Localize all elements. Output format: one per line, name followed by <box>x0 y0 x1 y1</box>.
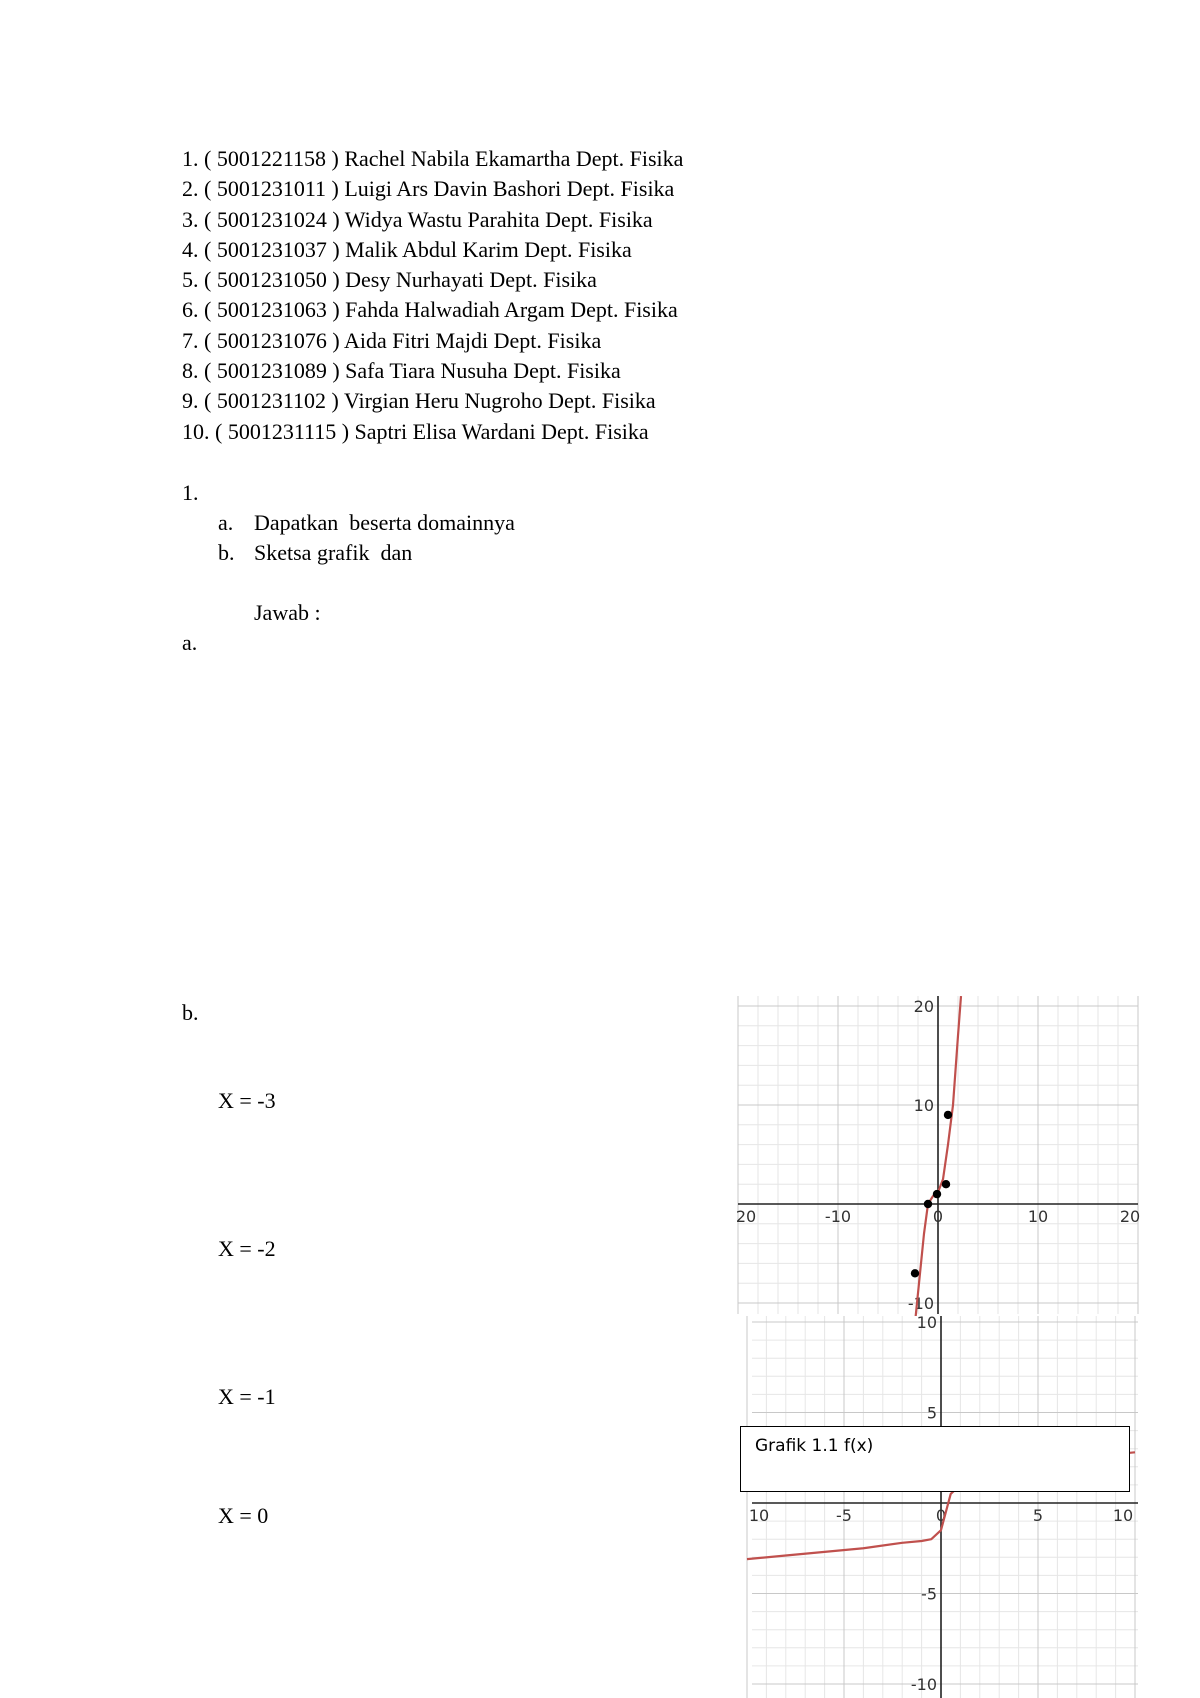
x-tick-label: -5 <box>836 1506 852 1525</box>
member-item: 9. ( 5001231102 ) Virgian Heru Nugroho Dept. Fisika <box>182 388 656 414</box>
member-item: 6. ( 5001231063 ) Fahda Halwadiah Argam Dept. Fisika <box>182 297 678 323</box>
x-tick-label: 10 <box>1027 1207 1049 1226</box>
x-tick-label: -10 <box>824 1207 852 1226</box>
x-value-label: X = 0 <box>218 1503 269 1528</box>
graph-2-svg <box>748 1313 1138 1698</box>
member-item: 5. ( 5001231050 ) Desy Nurhayati Dept. Fisika <box>182 267 597 293</box>
question-item-marker: a. <box>218 510 234 535</box>
data-point <box>911 1269 919 1277</box>
graph-caption: Grafik 1.1 f(x) <box>755 1436 874 1456</box>
member-item: 10. ( 5001231115 ) Saptri Elisa Wardani Dept. Fisika <box>182 418 649 444</box>
graph-caption-box <box>740 1426 1130 1492</box>
y-tick-label: -10 <box>910 1675 937 1694</box>
data-point <box>942 1180 950 1188</box>
x-tick-label: 10 <box>1112 1506 1134 1525</box>
data-point <box>924 1200 932 1208</box>
data-point <box>944 1111 952 1119</box>
member-item: 8. ( 5001231089 ) Safa Tiara Nusuha Dept. Fisika <box>182 358 621 384</box>
part-a-label: a. <box>182 630 198 655</box>
part-b-label: b. <box>182 1000 199 1025</box>
question-item-text: Sketsa grafik dan <box>254 540 413 565</box>
question-item-marker: b. <box>218 540 235 565</box>
x-value-label: X = -1 <box>218 1384 276 1409</box>
x-tick-label: 0 <box>935 1506 947 1525</box>
member-item: 4. ( 5001231037 ) Malik Abdul Karim Dept. Fisika <box>182 236 632 262</box>
data-point <box>933 1190 941 1198</box>
x-tick-label: 20 <box>735 1207 757 1226</box>
y-tick-label: -10 <box>907 1294 934 1313</box>
y-tick-label: -5 <box>921 1584 937 1604</box>
y-tick-label: 20 <box>913 997 934 1016</box>
y-tick-label: 10 <box>916 1313 937 1332</box>
x-tick-label: 20 <box>1119 1207 1141 1226</box>
x-tick-label: 0 <box>932 1207 944 1226</box>
graph-2 <box>748 1313 1138 1698</box>
answer-label: Jawab : <box>254 600 321 625</box>
member-item: 2. ( 5001231011 ) Luigi Ars Davin Bashori Dept. Fisika <box>182 176 675 202</box>
x-tick-label: 5 <box>1032 1506 1044 1525</box>
question-number: 1. <box>182 480 199 505</box>
x-tick-label: 10 <box>748 1506 770 1525</box>
graph-1 <box>735 996 1141 1314</box>
member-item: 3. ( 5001231024 ) Widya Wastu Parahita Dept. Fisika <box>182 206 653 232</box>
x-value-label: X = -2 <box>218 1236 276 1261</box>
question-item-text: Dapatkan beserta domainnya <box>254 510 515 535</box>
x-value-label: X = -3 <box>218 1088 276 1113</box>
y-tick-label: 10 <box>913 1096 934 1115</box>
member-item: 1. ( 5001221158 ) Rachel Nabila Ekamartha Dept. Fisika <box>182 146 684 171</box>
member-item: 7. ( 5001231076 ) Aida Fitri Majdi Dept. Fisika <box>182 327 602 353</box>
member-list <box>182 144 683 447</box>
graph-1-svg <box>735 996 1141 1314</box>
y-tick-label: 5 <box>926 1403 937 1423</box>
